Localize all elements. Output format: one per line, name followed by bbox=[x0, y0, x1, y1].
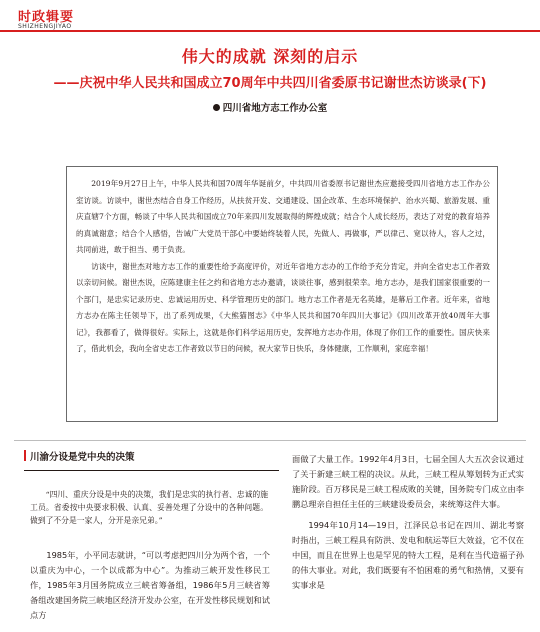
column-tag: 时政辑要 bbox=[18, 10, 75, 25]
left-column bbox=[30, 548, 270, 623]
header-rule bbox=[0, 30, 540, 32]
summary-paragraph: 2019年9月27日上午，中华人民共和国70周年华诞前夕，中共四川省委原书记谢世杰应邀接受四川省地方志工作办公室访谈。访谈中，谢世杰结合自身工作经历，从扶贫开发、交通建设、国企改革、生态环境保护、治水兴蜀、旅游发展、重庆直辖7个方面，畅谈了中华人民共和国成立70年来四川发展取得的辉煌成就；结合个人成长经历，表达了对党的教育培养的真诚谢意；结合个人感悟，告诫广大党员干部心中要始终装着人民，先做人、再做事，严以律己、宽以待人，容人之过，共同前进，敢于担当、勇于负责。 bbox=[76, 179, 490, 254]
body-paragraph: 面做了大量工作。1992年4月3日，七届全国人大五次会议通过了关于新建三峡工程的决议。从此，三峡工程从筹划转为正式实施阶段。百万移民是三峡工程成败的关键，国务院专门成立由李鹏总理亲自担任主任的三峡建设委员会，来统筹这件大事。 bbox=[292, 454, 524, 509]
section-heading-text: 川渝分设是党中央的决策 bbox=[30, 452, 135, 463]
right-column bbox=[292, 452, 524, 599]
section-heading-rule bbox=[24, 470, 279, 471]
author-name: 四川省地方志工作办公室 bbox=[222, 103, 328, 114]
heading-marker bbox=[24, 450, 26, 461]
summary-paragraph: 访谈中，谢世杰对地方志工作的重要性给予高度评价，对近年省地方志办的工作给予充分肯定，并向全省史志工作者致以亲切问候。谢世杰说，应陈建康主任之约和省地方志办邀请，谈谈往事，感到很荣幸。地方志办，是我们国家很重要的一个部门，是忠实记录历史、忠诚运用历史、科学管理历史的部门。地方志工作者是无名英雄，是幕后工作者。近年来，省地方志办在陈主任领导下，出了系列成果，《大熊猫图志》《中华人民共和国70年四川大事记》《四川改革开放40周年大事记》，我都看了，做得很好。实际上，这就是你们科学运用历史，发挥地方志办作用，体现了你们工作的重要性。国庆快来了，借此机会，我向全省史志工作者致以节日的问候，祝大家节日快乐，身体健康，工作顺利，家庭幸福！ bbox=[76, 261, 490, 353]
article-subtitle: ——庆祝中华人民共和国成立70周年中共四川省委原书记谢世杰访谈录(下) bbox=[53, 76, 487, 91]
summary-text bbox=[76, 176, 490, 358]
section-heading bbox=[30, 449, 135, 463]
pull-quote: “四川、重庆分设是中央的决策，我们是忠实的执行者、忠诚的施工员。省委按中央要求积极、认真、妥善处理了分设中的各种问题。做到了不分是一家人，分开是亲兄弟。” bbox=[30, 490, 268, 525]
body-paragraph: 1994年10月14—19日，江泽民总书记在四川、湖北考察时指出，三峡工程具有防洪、发电和航运等巨大效益，它不仅在中国，而且在世界上也是罕见的特大工程，是利在当代造福子孙的伟大事业。对此，我们既要有不怕困难的勇气和热情，又要有实事求是 bbox=[292, 520, 524, 590]
article-author bbox=[0, 100, 540, 114]
section-divider bbox=[14, 440, 526, 441]
article-title: 伟大的成就 深刻的启示 bbox=[181, 47, 359, 66]
body-paragraph: 1985年，小平同志就讲，“可以考虑把四川分为两个省，一个以重庆为中心，一个以成都为中心”。为推动三峡开发性移民工作，1985年3月国务院成立三峡省筹备组，1986年5月三峡省筹备组改建国务院三峡地区经济开发办公室，在开发性移民规划和试点方 bbox=[30, 550, 270, 620]
column-tag-pinyin: SHIZHENGJIYAO bbox=[18, 23, 72, 30]
bullet-icon bbox=[213, 104, 220, 111]
